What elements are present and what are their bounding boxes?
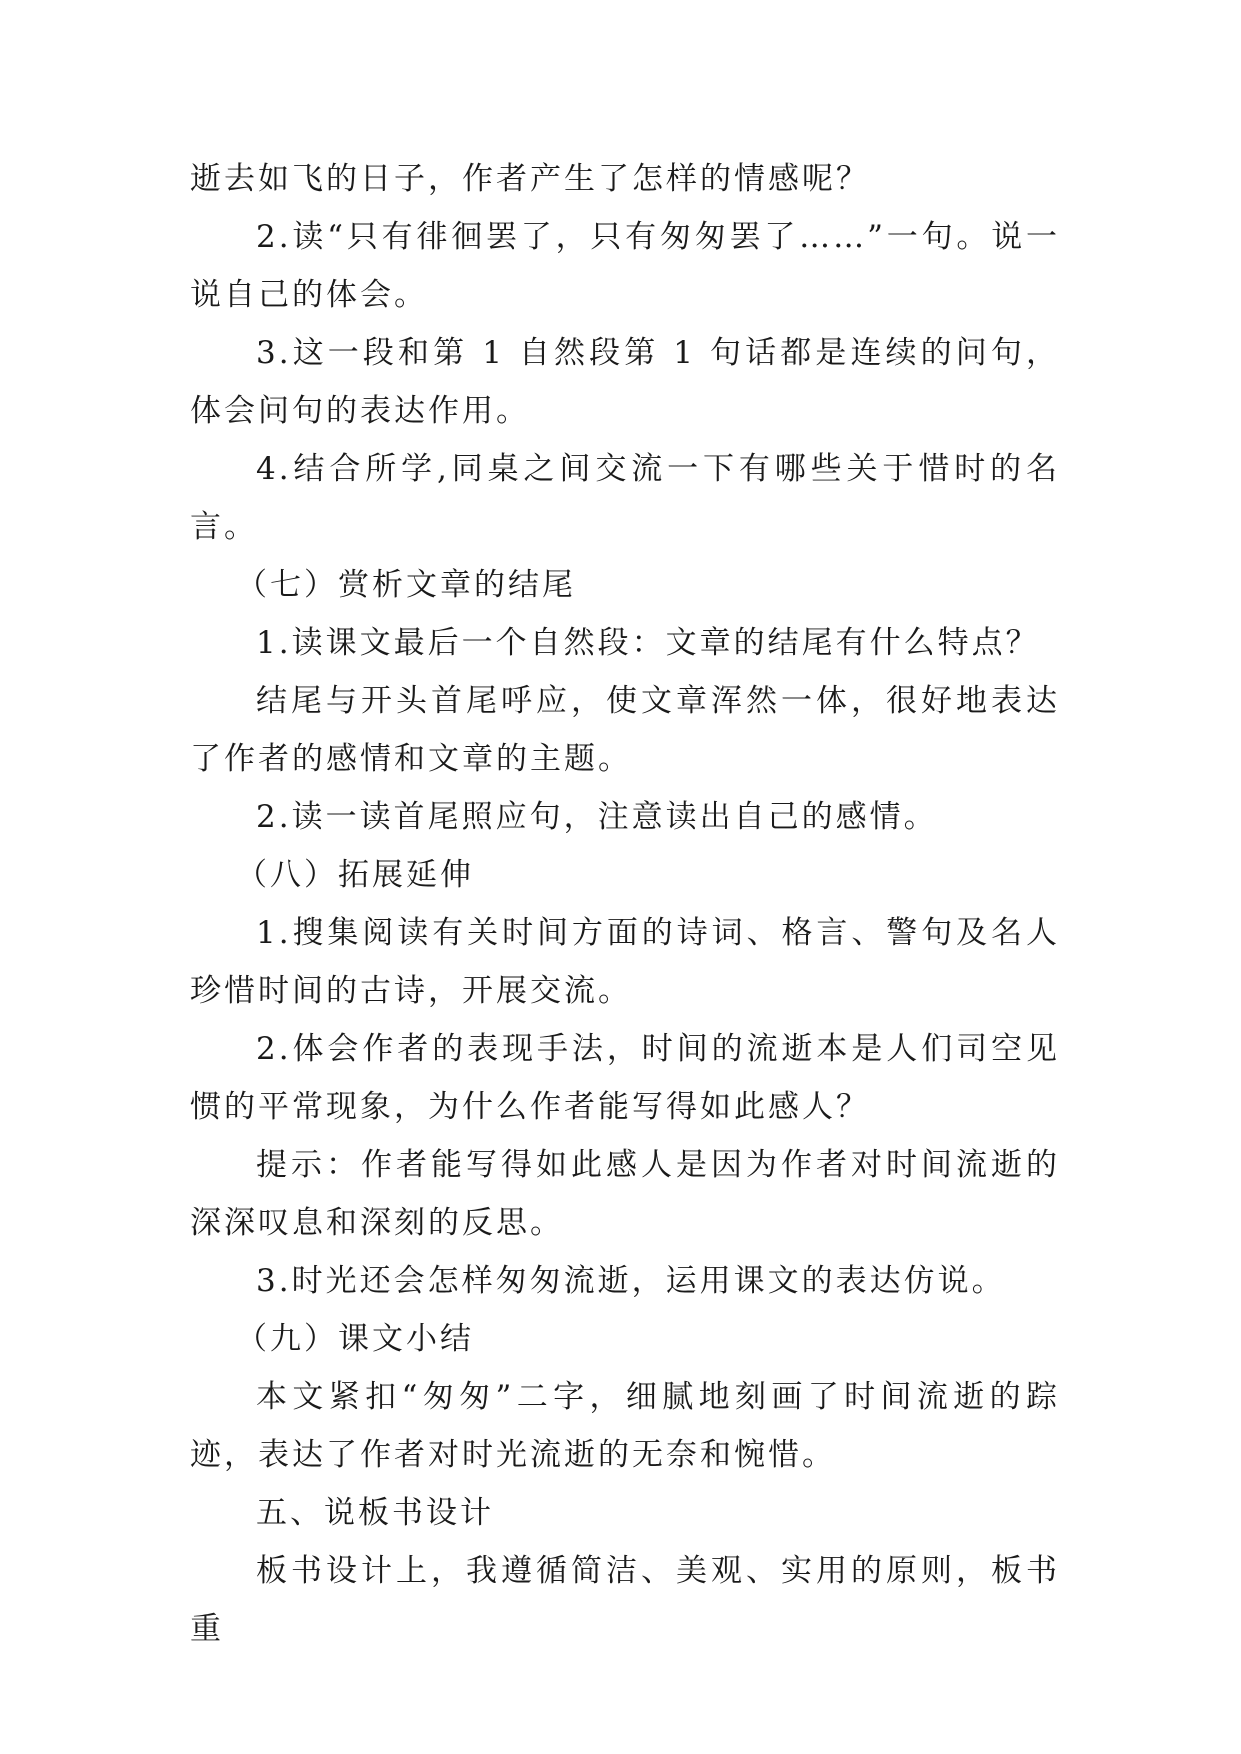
section-heading-8: （八）拓展延伸 [236, 857, 474, 893]
paragraph-item-2c: 2.体会作者的表现手法，时间的流逝本是人们司空见惯的平常现象，为什么作者能写得如此感人？ [190, 1031, 1060, 1125]
paragraph-item-4: 4.结合所学,同桌之间交流一下有哪些关于惜时的名言。 [190, 451, 1060, 545]
paragraph-item-2b: 2.读一读首尾照应句，注意读出自己的感情。 [256, 799, 938, 835]
section-heading-9: （九）课文小结 [236, 1321, 474, 1357]
paragraph-item-3: 3.这一段和第 1 自然段第 1 句话都是连续的问句，体会问句的表达作用。 [190, 335, 1060, 429]
paragraph-answer: 结尾与开头首尾呼应，使文章浑然一体，很好地表达了作者的感情和文章的主题。 [190, 683, 1060, 777]
paragraph-item-1: 1.读课文最后一个自然段：文章的结尾有什么特点？ [256, 625, 1040, 661]
section-heading-5: 五、说板书设计 [256, 1495, 494, 1531]
paragraph-continuation: 逝去如飞的日子，作者产生了怎样的情感呢？ [190, 161, 870, 197]
paragraph-item-3b: 3.时光还会怎样匆匆流逝，运用课文的表达仿说。 [256, 1263, 1006, 1299]
document-body [190, 150, 1060, 1658]
paragraph-item-1b: 1.搜集阅读有关时间方面的诗词、格言、警句及名人珍惜时间的古诗，开展交流。 [190, 915, 1060, 1009]
section-heading-7: （七）赏析文章的结尾 [236, 567, 576, 603]
paragraph-summary: 本文紧扣“匆匆”二字，细腻地刻画了时间流逝的踪迹，表达了作者对时光流逝的无奈和惋惜。 [190, 1379, 1060, 1473]
paragraph-item-2: 2.读“只有徘徊罢了，只有匆匆罢了……”一句。说一说自己的体会。 [190, 219, 1060, 313]
paragraph-hint: 提示：作者能写得如此感人是因为作者对时间流逝的深深叹息和深刻的反思。 [190, 1147, 1060, 1241]
paragraph-board-design: 板书设计上，我遵循简洁、美观、实用的原则，板书重 [190, 1553, 1060, 1647]
